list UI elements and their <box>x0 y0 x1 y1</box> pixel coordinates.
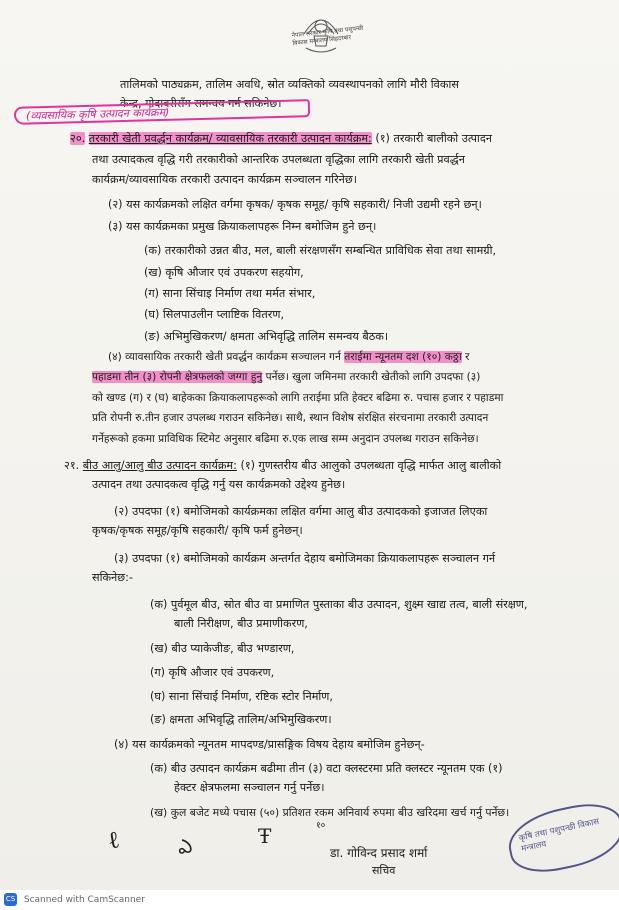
section-21-item-nga: (ङ) क्षमता अभिवृद्धि तालिम/अभिमुखिकरण। <box>150 713 332 726</box>
page-number: १० <box>316 821 326 831</box>
section-20-sub-4-line-5: गर्नेहरूको हकमा प्राविधिक स्टिमेट अनुसार बढिमा रु.एक लाख सम्म अनुदान उपलब्ध गराउन सकिनेछ। <box>92 433 479 445</box>
section-21-sub-2-line-1: (२) उपदफा (१) बमोजिमको कार्यक्रमका लक्षित वर्गमा आलु बीउ उत्पादकको इजाजत लिएका <box>114 505 488 518</box>
section-20-item-ga: (ग) साना सिंचाइ निर्माण तथा मर्मत संभार, <box>144 287 316 300</box>
section-21-text: (१) गुणस्तरीय बीउ आलुको उपलब्धता वृद्धि मार्फत आलु बालीको <box>240 459 502 472</box>
section-20-sub-4-conj: र <box>465 351 470 363</box>
camscanner-logo-icon: CS <box>4 893 17 906</box>
officer-title: सचिव <box>372 864 396 877</box>
officer-name: डा. गोविन्द प्रसाद शर्मा <box>330 846 428 860</box>
section-20-sub-3: (३) यस कार्यक्रमका प्रमुख क्रियाकलापहरू निम्न बमोजिम हुने छन्। <box>108 220 377 233</box>
signature-1: ℓ <box>105 825 122 855</box>
section-20-text: (१) तरकारी बालीको उत्पादन <box>375 132 492 145</box>
section-20-item-gha: (घ) सिलपाउलीन प्लाष्टिक वितरण, <box>144 308 284 321</box>
section-21-sub-4-item-ka-cont: हेक्टर क्षेत्रफलमा सञ्चालन गर्नु पर्नेछ। <box>174 781 325 794</box>
section-21-sub-4-item-kha: (ख) कुल बजेट मध्ये पचास (५०) प्रतिशत रकम अनिवार्य रुपमा बीउ खरिदमा खर्च गर्नु पर्नेछ। <box>150 806 510 819</box>
signature-3: Ŧ <box>258 824 272 848</box>
office-stamp: कृषि तथा पशुपन्छी विकास मन्त्रालय <box>503 797 619 880</box>
section-21-sub-4-item-ka: (क) बीउ उत्पादन कार्यक्रम बढीमा तीन (३) वटा क्लस्टरमा प्रति क्लस्टर न्यूनतम एक (१) <box>150 762 503 775</box>
section-20-sub-4-line-2 <box>92 370 480 384</box>
intro-line-1: तालिमको पाठ्यक्रम, तालिम अवधि, स्रोत व्यक्तिको व्यवस्थापनको लागि मौरी विकास <box>120 78 459 91</box>
section-21-title: बीउ आलु/आलु बीउ उत्पादन कार्यक्रम: <box>82 459 237 472</box>
section-21-item-ga: (ग) कृषि औजार एवं उपकरण, <box>150 666 275 679</box>
section-21-line-1 <box>64 459 501 473</box>
seal-text: नेपाल सरकार कृषि तथा पशुपन्छी विकास मन्त्रालय सिंहदरबार <box>291 24 364 48</box>
section-20-sub-4-text: (४) व्यावसायिक तरकारी खेती प्रवर्द्धन कार्यक्रम सञ्चालन गर्न <box>108 351 341 363</box>
signature-2: ఎ <box>176 833 194 859</box>
intro-line-2: केन्द्र, गोदावरीसँग समन्वय गर्न सकिनेछ। <box>120 97 282 110</box>
section-20-sub-4-line-3: को खण्ड (ग) र (घ) बाहेकका क्रियाकलापहरूको लागि तराईमा प्रति हेक्टर बढिमा रु. पचास हजार र पहाडमा <box>92 392 504 404</box>
section-20-sub-4-cont: पर्नेछ। खुला जमिनमा तरकारी खेतीको लागि उपदफा (३) <box>265 371 481 383</box>
section-21-item-gha: (घ) साना सिंचाई निर्माण, रष्टिक स्टोर निर्माण, <box>150 690 333 703</box>
section-21-item-ka-cont: बाली निरीक्षण, बीउ प्रमाणीकरण, <box>174 617 308 630</box>
section-20-sub-2: (२) यस कार्यक्रमको लक्षित वर्गमा कृषक/ कृषक समूह/ कृषि सहकारी/ निजी उद्यमी रहने छन्। <box>108 198 482 211</box>
scanner-label: Scanned with CamScanner <box>23 895 145 905</box>
section-20-sub-4-highlight-2: पहाडमा तीन (३) रोपनी क्षेत्रफलको जग्गा हुनु <box>92 371 263 383</box>
section-20-item-kha: (ख) कृषि औजार एवं उपकरण सहयोग, <box>144 266 304 279</box>
section-20-item-nga: (ङ) अभिमुखिकरण/ क्षमता अभिवृद्धि तालिम समन्वय बैठक। <box>144 330 389 343</box>
section-20-sub-4-line-1 <box>108 350 469 364</box>
section-21-item-kha: (ख) बीउ प्याकेजीङ, बीउ भण्डारण, <box>150 642 295 655</box>
handwritten-heading: (व्यवसायिक कृषि उत्पादन कार्यक्रम) <box>14 99 310 125</box>
section-21-number: २१. <box>64 459 80 472</box>
section-20-item-ka: (क) तरकारीको उन्नत बीउ, मल, बाली संरक्षणसँग सम्बन्धित प्राविधिक सेवा तथा सामग्री, <box>144 244 497 257</box>
section-20-number: २०. <box>70 132 86 145</box>
section-21-sub-2-line-2: कृषक/कृषक समूह/कृषि सहकारी/ कृषि फर्म हुनेछन्। <box>92 524 303 537</box>
scanner-footer <box>0 890 619 910</box>
section-20-sub-4-line-4: प्रति रोपनी रु.तीन हजार उपलब्ध गराउन सकिनेछ। साथै, स्थान विशेष संरक्षित संरचनामा तरकारी उत्पादन <box>92 412 489 424</box>
section-20-line-2: तथा उत्पादकत्व वृद्धि गरी तरकारीको आन्तरिक उपलब्धता वृद्धिका लागि तरकारी खेती प्रवर्द्धन <box>92 153 465 166</box>
section-21-item-ka: (क) पुर्वमूल बीउ, स्रोत बीउ वा प्रमाणित पुस्ताका बीउ उत्पादन, शुक्ष्म खाद्य तत्व, बाली संरक्षण, <box>150 598 528 611</box>
section-20-line-3: कार्यक्रम/व्यावसायिक तरकारी उत्पादन कार्यक्रम सञ्चालन गरिनेछ। <box>92 173 357 186</box>
section-20-line-1 <box>70 132 492 146</box>
section-20-title: तरकारी खेती प्रवर्द्धन कार्यक्रम/ व्यावसायिक तरकारी उत्पादन कार्यक्रम: <box>88 132 372 145</box>
section-21-line-2: उत्पादन तथा उत्पादकत्व वृद्धि गर्नु यस कार्यक्रमको उद्देश्य हुनेछ। <box>92 478 346 491</box>
section-20-sub-4-highlight-1: तराईमा न्यूनतम दश (१०) कठ्ठा <box>344 351 462 363</box>
section-21-sub-3-line-2: सकिनेछ:- <box>92 571 133 584</box>
section-21-sub-4: (४) यस कार्यक्रमको न्यूनतम मापदण्ड/प्रासङ्गिक विषय देहाय बमोजिम हुनेछन्- <box>114 738 425 751</box>
section-21-sub-3-line-1: (३) उपदफा (१) बमोजिमको कार्यक्रम अन्तर्गत देहाय बमोजिमका क्रियाकलापहरू सञ्चालन गर्न <box>114 552 496 565</box>
